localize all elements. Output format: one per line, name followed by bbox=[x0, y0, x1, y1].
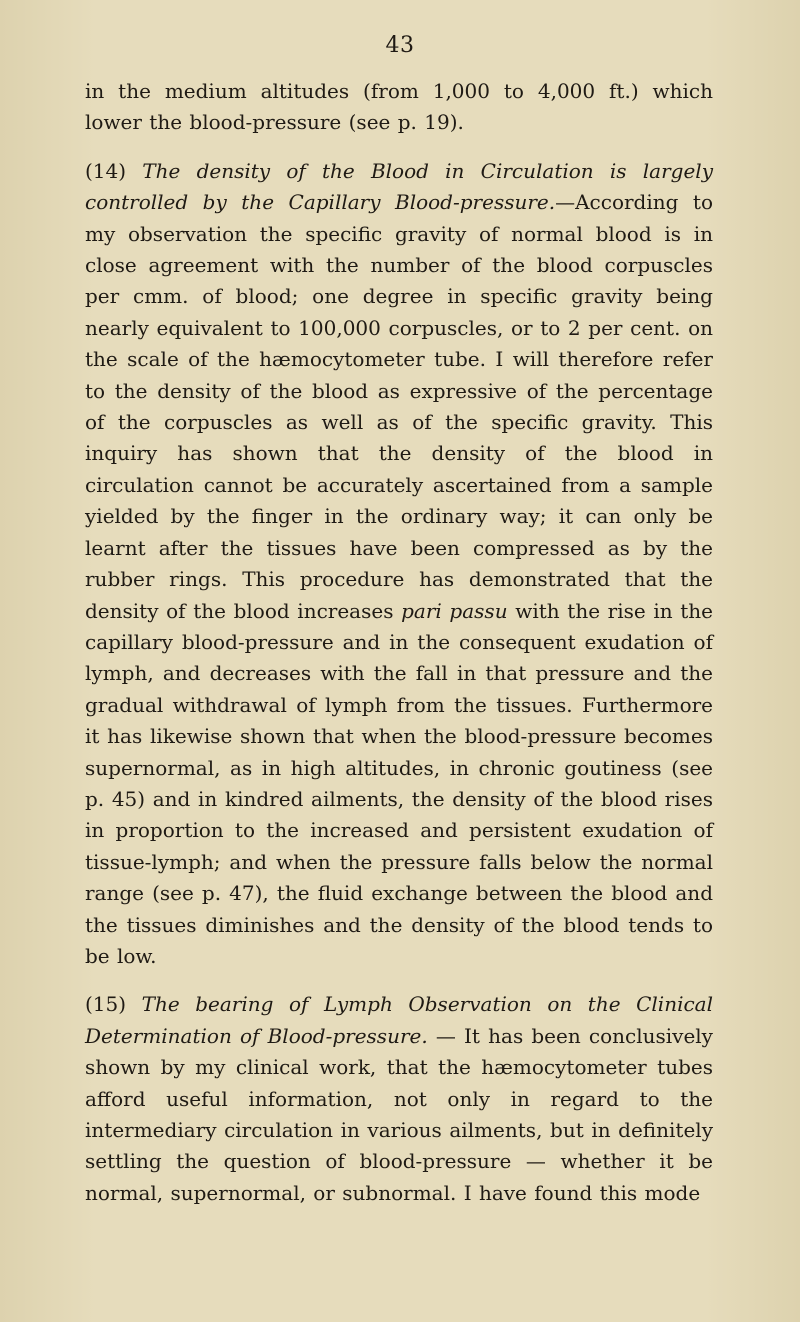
page-number: 43 bbox=[385, 33, 415, 58]
paragraph-continuation: in the medium altitudes (from 1,000 to 4,000 ft.) which lower the blood-pressure (see p. 19). bbox=[85, 79, 713, 135]
page-body bbox=[85, 76, 713, 1209]
latin-phrase: pari passu bbox=[401, 598, 508, 623]
section-text-14a: —According to my observation the specific gravity of normal blood is in close agreement with the number of the blood corpuscles per cmm. of blood; one degree in specific gravity being nearly equivalent to 100,000 corpuscles, or to 2 per cent. on the scale of the hæmocytometer tube. I will therefore refer to the density of the blood as expressive of the percentage of the corpuscles as well as of the specific gravity. This inquiry has shown that the density of the blood in circulation cannot be accurately ascertained from a sample yielded by the finger in the ordinary way; it can only be learnt after the tissues have been compressed as by the rubber rings. This procedure has demonstrated that the density of the blood increases bbox=[85, 190, 714, 623]
section-number-15: (15) bbox=[85, 992, 127, 1017]
section-text-14b: with the rise in the capillary blood-pressure and in the consequent exudation of lymph, and decreases with the fall in that pressure and the gradual withdrawal of lymph from the tissues. Furthermore it has likewise shown that when the blood-pressure becomes supernormal, as in high altitudes, in chronic goutiness (see p. 45) and in kindred ailments, the density of the blood rises in proportion to the increased and persistent exudation of tissue-lymph; and when the pressure falls below the normal range (see p. 47), the fluid exchange between the blood and the tissues diminishes and the density of the blood tends to be low. bbox=[85, 598, 714, 968]
section-number-14: (14) bbox=[85, 158, 127, 183]
paragraph-15 bbox=[85, 989, 713, 1209]
paragraph-14 bbox=[85, 156, 713, 973]
section-heading-15: The bearing of Lymph Observation on the Clinical Determination of Blood-pressure. bbox=[85, 992, 713, 1048]
section-text-15: — It has been conclusively shown by my clinical work, that the hæmocytometer tubes afford useful information, not only in regard to the intermediary circulation in various ailments, but in definitely settling the question of blood-pressure — whether it be normal, supernormal, or subnormal. I have found this mode bbox=[85, 1023, 713, 1205]
section-heading-14: The density of the Blood in Circulation is largely controlled by the Capillary Blood-pressure. bbox=[85, 158, 714, 215]
